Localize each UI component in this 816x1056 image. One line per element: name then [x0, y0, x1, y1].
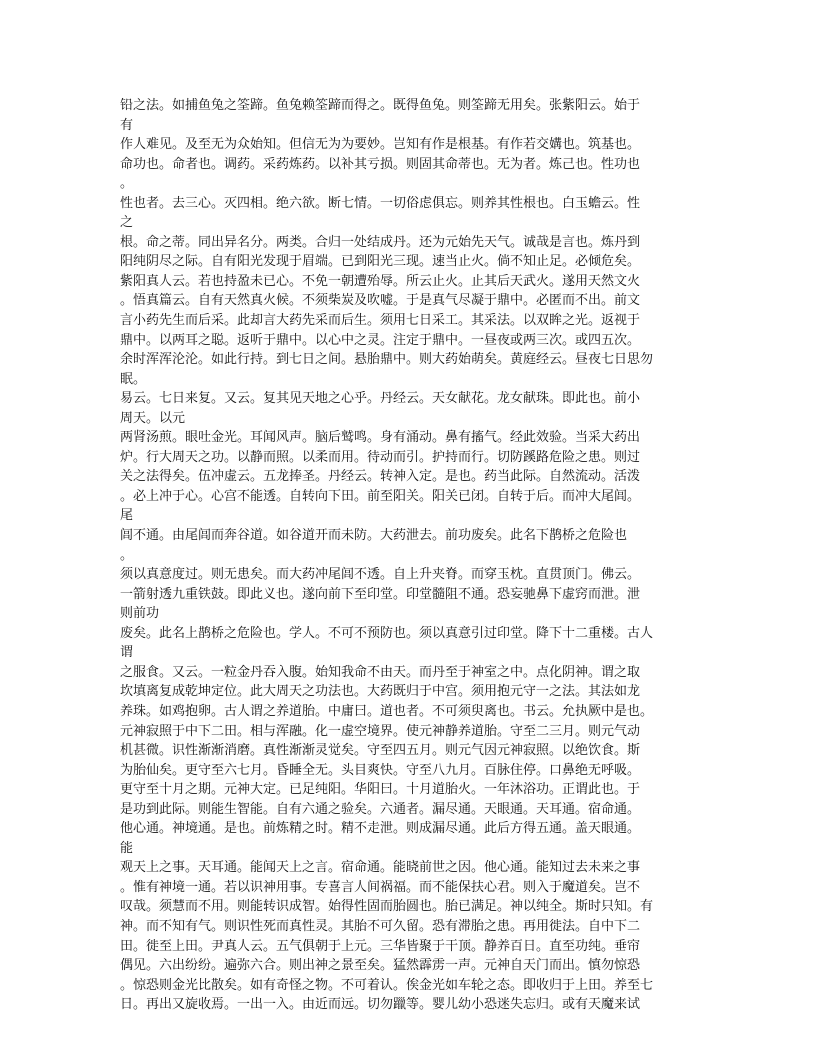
text-line: 之服食。又云。一粒金丹吞入腹。始知我命不由天。而丹至于神室之中。点化阴神。谓之取 [120, 664, 641, 680]
text-line: 余时浑浑沦沦。如此行持。到七日之间。悬胎鼎中。则大药始萌矣。黄庭经云。昼夜七日思勿 [120, 352, 654, 368]
text-line: 须以真意度过。则无患矣。而大药冲尾闾不透。自上升夹脊。而穿玉枕。直贯顶门。佛云。 [120, 567, 641, 583]
text-line: 命功也。命者也。调药。采药炼药。以补其亏损。则固其命蒂也。无为者。炼己也。性功也 [120, 156, 641, 172]
text-line: 机甚微。识性渐渐消磨。真性渐渐灵觉矣。守至四五月。则元气因元神寂照。以绝饮食。斯 [120, 743, 641, 759]
text-line: 是功到此际。则能生智能。自有六通之验矣。六通者。漏尽通。天眼通。天耳通。宿命通。 [120, 801, 641, 817]
text-line: 言小药先生而后采。此却言大药先采而后生。须用七日采工。其采法。以双眸之光。返视于 [120, 313, 641, 329]
text-line: 作人难见。及至无为众始知。但信无为为要妙。岂知有作是根基。有作若交媾也。筑基也。 [120, 137, 641, 153]
text-line: 元神寂照于中下二田。相与浑融。化一虚空境界。使元神静养道胎。守至二三月。则元气动 [120, 723, 641, 739]
text-line: 田。徙至上田。尹真人云。五气俱朝于上元。三华皆聚于干顶。静养百日。直至功纯。垂帘 [120, 938, 641, 954]
text-line: 性也者。去三心。灭四相。绝六欲。断七情。一切俗虑俱忘。则养其性根也。白玉蟾云。性 [120, 195, 641, 211]
text-line: 能 [120, 840, 134, 856]
text-line: 。惊恐则金光比散矣。如有奇怪之物。不可着认。俟金光如车轮之态。即收归于上田。养至七 [120, 977, 654, 993]
text-line: 废矣。此名上鹊桥之危险也。学人。不可不预防也。须以真意引过印堂。降下十二重楼。古人 [120, 625, 654, 641]
text-line: 。 [120, 547, 134, 563]
text-line: 更守至十月之期。元神大定。已足纯阳。华阳曰。十月道胎火。一年沐浴功。正谓此也。于 [120, 782, 641, 798]
text-line: 紫阳真人云。若也持盈未已心。不免一朝遭殆辱。所云止火。止其后天武火。遂用天然文火 [120, 273, 641, 289]
text-line: 根。命之蒂。同出异名分。两类。合归一处结成丹。还为元始先天气。诚哉是言也。炼丹到 [120, 234, 641, 250]
text-line: 关之法得矣。伍冲虚云。五龙捧圣。丹经云。转神入定。是也。药当此际。自然流动。活泼 [120, 469, 641, 485]
text-line: 一箭射透九重铁鼓。即此义也。遂向前下至印堂。印堂髓阻不通。恐妄驰鼻下虚窍而泄。泄 [120, 586, 641, 602]
text-line: 之 [120, 215, 134, 231]
text-line: 闾不通。由尾闾而奔谷道。如谷道开而未防。大药泄去。前功废矣。此名下鹊桥之危险也 [120, 528, 628, 544]
text-line: 。必上冲于心。心宫不能透。自转向下田。前至阳关。阳关已闭。自转于后。而冲大尾闾。 [120, 488, 641, 504]
text-line: 。悟真篇云。自有天然真火候。不须柴炭及吹嘘。于是真气尽凝于鼎中。必匿而不出。前文 [120, 293, 641, 309]
text-line: 尾 [120, 508, 134, 524]
text-line: 两肾汤煎。眼吐金光。耳闻风声。脑后鹫鸣。身有涌动。鼻有搐气。经此效验。当采大药出 [120, 430, 641, 446]
text-line: 。 [120, 176, 134, 192]
text-line: 日。再出又旋收焉。一出一入。由近而远。切勿躐等。婴儿幼小恐迷失忘归。或有天魔来试 [120, 997, 641, 1013]
text-line: 有 [120, 117, 134, 133]
text-line: 眠。 [120, 371, 147, 387]
text-line: 养珠。如鸡抱卵。古人谓之养道胎。中庸曰。道也者。不可须臾离也。书云。允执厥中是也。 [120, 703, 654, 719]
text-line: 鼎中。以两耳之聪。返听于鼎中。以心中之灵。注定于鼎中。一昼夜或两三次。或四五次。 [120, 332, 641, 348]
text-line: 叹哉。须慧而不用。则能转识成智。始得性固而胎圆也。胎已满足。神以纯全。斯时只知。有 [120, 899, 654, 915]
text-line: 炉。行大周天之功。以静而照。以柔而用。待动而引。护持而行。切防蹊路危险之患。则过 [120, 449, 641, 465]
text-line: 。惟有神境一通。若以识神用事。专喜言人间祸福。而不能保扶心君。则入于魔道矣。岂不 [120, 879, 641, 895]
text-line: 偶见。六出纷纷。遍弥六合。则出神之景至矣。猛然霹雳一声。元神自天门而出。慎勿惊恐 [120, 958, 641, 974]
text-line: 铅之法。如捕鱼兔之筌蹄。鱼兔赖筌蹄而得之。既得鱼兔。则筌蹄无用矣。张紫阳云。始于 [120, 98, 641, 113]
text-line: 易云。七日来复。又云。复其见天地之心乎。丹经云。天女献花。龙女献珠。即此也。前小 [120, 391, 641, 407]
text-line: 他心通。神境通。是也。前炼精之时。精不走泄。则成漏尽通。此后方得五通。盖天眼通。 [120, 821, 641, 837]
text-line: 阳纯阴尽之际。自有阳光发现于眉端。已到阳光三现。速当止火。倘不知止足。必倾危矣。 [120, 254, 641, 270]
text-line: 坎填离复成乾坤定位。此大周天之功法也。大药既归于中宫。须用抱元守一之法。其法如龙 [120, 684, 641, 700]
text-line: 谓 [120, 645, 134, 661]
text-line: 为胎仙矣。更守至六七月。昏睡全无。头目爽快。守至八九月。百脉住停。口鼻绝无呼吸。 [120, 762, 641, 778]
text-line: 则前功 [120, 606, 160, 622]
text-line: 观天上之事。天耳通。能闻天上之言。宿命通。能晓前世之因。他心通。能知过去未来之事 [120, 860, 641, 876]
text-line: 神。而不知有气。则识性死而真性灵。其胎不可久留。恐有滞胎之患。再用徙法。自中下二 [120, 918, 641, 934]
text-line: 周天。以元 [120, 410, 186, 426]
document-page [120, 96, 696, 1015]
